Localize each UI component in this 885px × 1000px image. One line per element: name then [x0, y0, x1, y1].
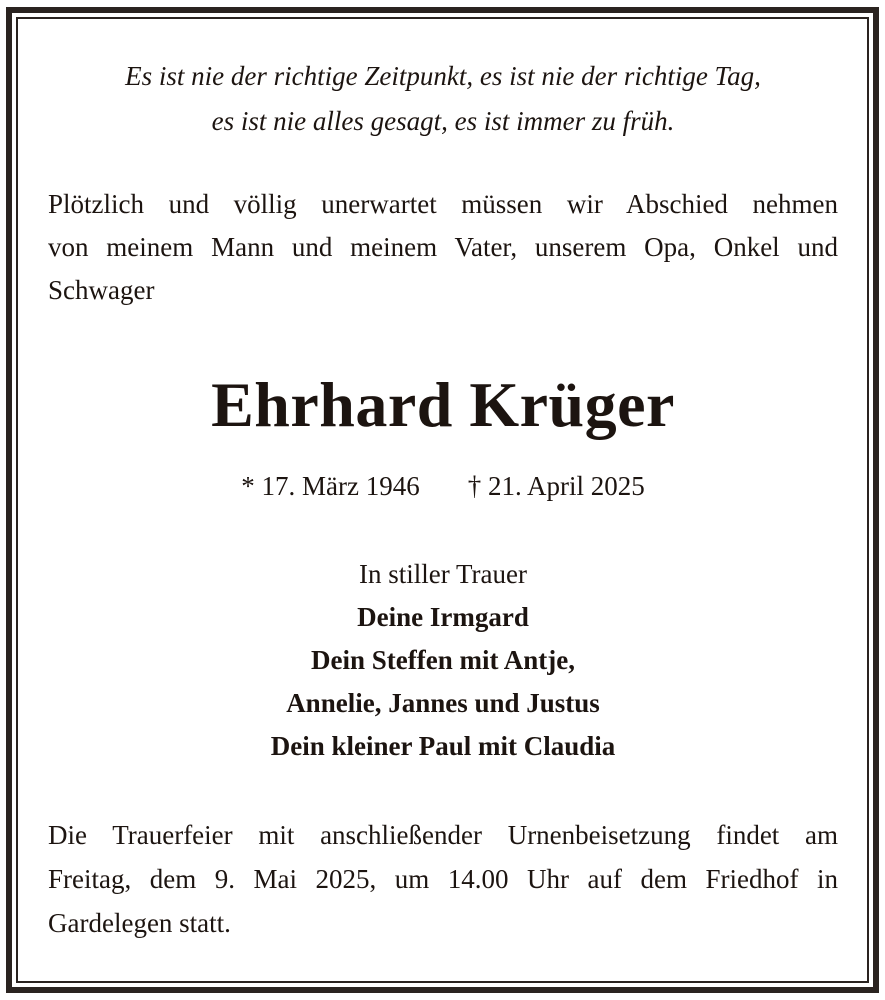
funeral-line-2: Freitag, dem 9. Mai 2025, um 14.00 Uhr auf dem Friedhof in: [48, 864, 838, 894]
mourner-line: Annelie, Jannes und Justus: [286, 688, 600, 718]
life-dates: [48, 466, 838, 506]
intro-line-2: von meinem Mann und meinem Vater, unserem Opa, Onkel und: [48, 232, 838, 262]
mourner-line: Deine Irmgard: [357, 602, 529, 632]
intro-text: [48, 183, 838, 312]
mourner-line: Dein Steffen mit Antje,: [311, 645, 575, 675]
funeral-info: [48, 813, 838, 945]
mourners-heading: In stiller Trauer: [359, 559, 527, 589]
deceased-name: Ehrhard Krüger: [211, 369, 675, 440]
funeral-line-1: Die Trauerfeier mit anschließender Urnenbeisetzung findet am: [48, 820, 838, 850]
funeral-line-3: Gardelegen statt.: [48, 908, 231, 938]
birth-date: * 17. März 1946: [241, 471, 420, 501]
quote-line-1: Es ist nie der richtige Zeitpunkt, es ist nie der richtige Tag,: [125, 61, 761, 91]
quote-line-2: es ist nie alles gesagt, es ist immer zu früh.: [211, 106, 675, 136]
memorial-quote: [48, 54, 838, 144]
intro-line-3: Schwager: [48, 275, 155, 305]
death-date: † 21. April 2025: [467, 471, 645, 501]
intro-line-1: Plötzlich und völlig unerwartet müssen wir Abschied nehmen: [48, 189, 838, 219]
mourner-line: Dein kleiner Paul mit Claudia: [270, 731, 616, 761]
mourners-block: [48, 553, 838, 768]
